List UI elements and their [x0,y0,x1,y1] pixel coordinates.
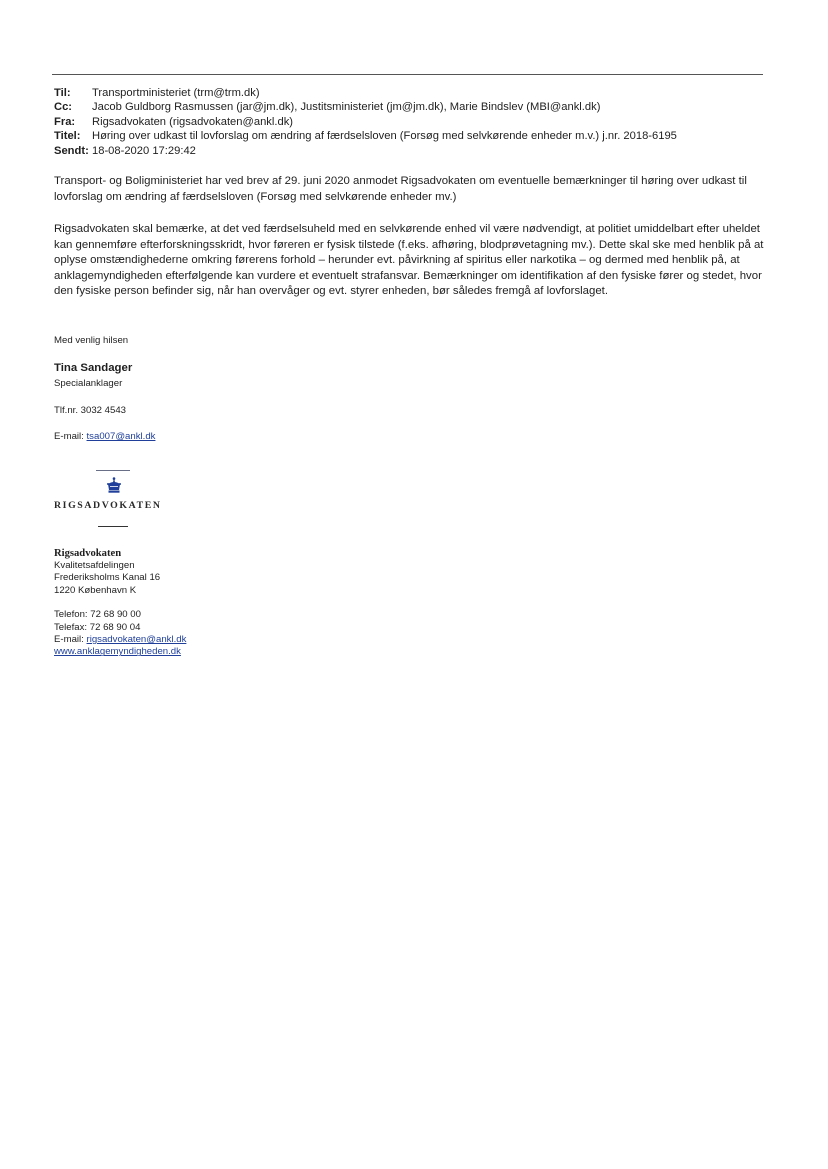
signer-email-line [54,431,155,443]
organization-address-block [54,547,186,659]
sent-value: 18-08-2020 17:29:42 [92,144,196,157]
email-header [54,86,774,158]
header-sent-row [54,144,774,158]
header-subject-row [54,129,774,143]
logo-bottom-rule [98,526,128,527]
signer-email-link[interactable]: tsa007@ankl.dk [86,431,156,442]
header-divider [52,74,763,75]
logo-top-rule [96,470,130,471]
rigsadvokaten-logo [54,466,184,536]
from-value: Rigsadvokaten (rigsadvokaten@ankl.dk) [92,115,294,128]
header-to-row [54,86,774,100]
org-department: Kvalitetsafdelingen [54,560,135,571]
to-label: Til: [54,87,71,99]
sent-label: Sendt: [54,144,89,157]
org-website-link[interactable]: www.anklagemyndigheden.dk [54,646,181,658]
signer-phone: Tlf.nr. 3032 4543 [54,405,127,416]
signer-name: Tina Sandager [54,362,133,374]
org-street: Frederiksholms Kanal 16 [54,572,161,584]
org-website-line [54,646,186,658]
body-paragraph-1: Transport- og Boligministeriet har ved brev af 29. juni 2020 anmodet Rigsadvokaten om eventuelle bemærkninger til høring over udkast til lovforslag om ændring af færdselsloven (Forsøg med selvkørende enheder mv.) [54,175,747,203]
address-spacer [54,597,186,609]
org-email-link[interactable]: rigsadvokaten@ankl.dk [86,634,187,646]
logo-wordmark: RIGSADVOKATEN [54,500,162,511]
org-email-line [54,634,186,646]
crown-icon [104,476,124,496]
cc-label: Cc: [54,101,73,114]
cc-value: Jacob Guldborg Rasmussen (jar@jm.dk), Justitsministeriet (jm@jm.dk), Marie Bindslev (MBI@ankl.dk) [92,101,601,114]
org-city: 1220 København K [54,584,137,596]
header-cc-row [54,100,774,114]
org-name: Rigsadvokaten [54,548,122,559]
body-paragraph-2: Rigsadvokaten skal bemærke, at det ved færdselsuheld med en selvkørende enhed vil være nødvendigt, at politiet umiddelbart efter uheldet kan gennemføre efterforskningsskridt, hvor føreren er fysisk tilstede (f.eks. afhøring, blodprøvetagning mv.). Dette skal ske med henblik på at oplyse omstændighederne omkring førerens forhold – herunder evt. påvirkning af spiritus eller narkotika – og dermed med henblik på, at anklagemyndigheden efterfølgende kan vurdere et eventuelt strafansvar. Bemærkninger om identifikation af den fysiske fører og stedet, hvor den fysiske person befinder sig, når han overvåger og evt. styrer enheden, bør således fremgå af lovforslaget. [54,223,764,298]
org-email-label: E-mail: [54,634,87,646]
to-value: Transportministeriet (trm@trm.dk) [92,87,260,99]
subject-label: Titel: [54,130,81,143]
closing-greeting: Med venlig hilsen [54,335,129,346]
signer-email-label: E-mail: [54,431,87,442]
subject-value: Høring over udkast til lovforslag om ændring af færdselsloven (Forsøg med selvkørende enheder m.v.) j.nr. 2018-6195 [92,130,677,143]
signer-title: Specialanklager [54,378,123,389]
from-label: Fra: [54,115,76,128]
org-telefax: Telefax: 72 68 90 04 [54,621,141,633]
header-from-row [54,115,774,129]
org-telephone: Telefon: 72 68 90 00 [54,609,141,621]
